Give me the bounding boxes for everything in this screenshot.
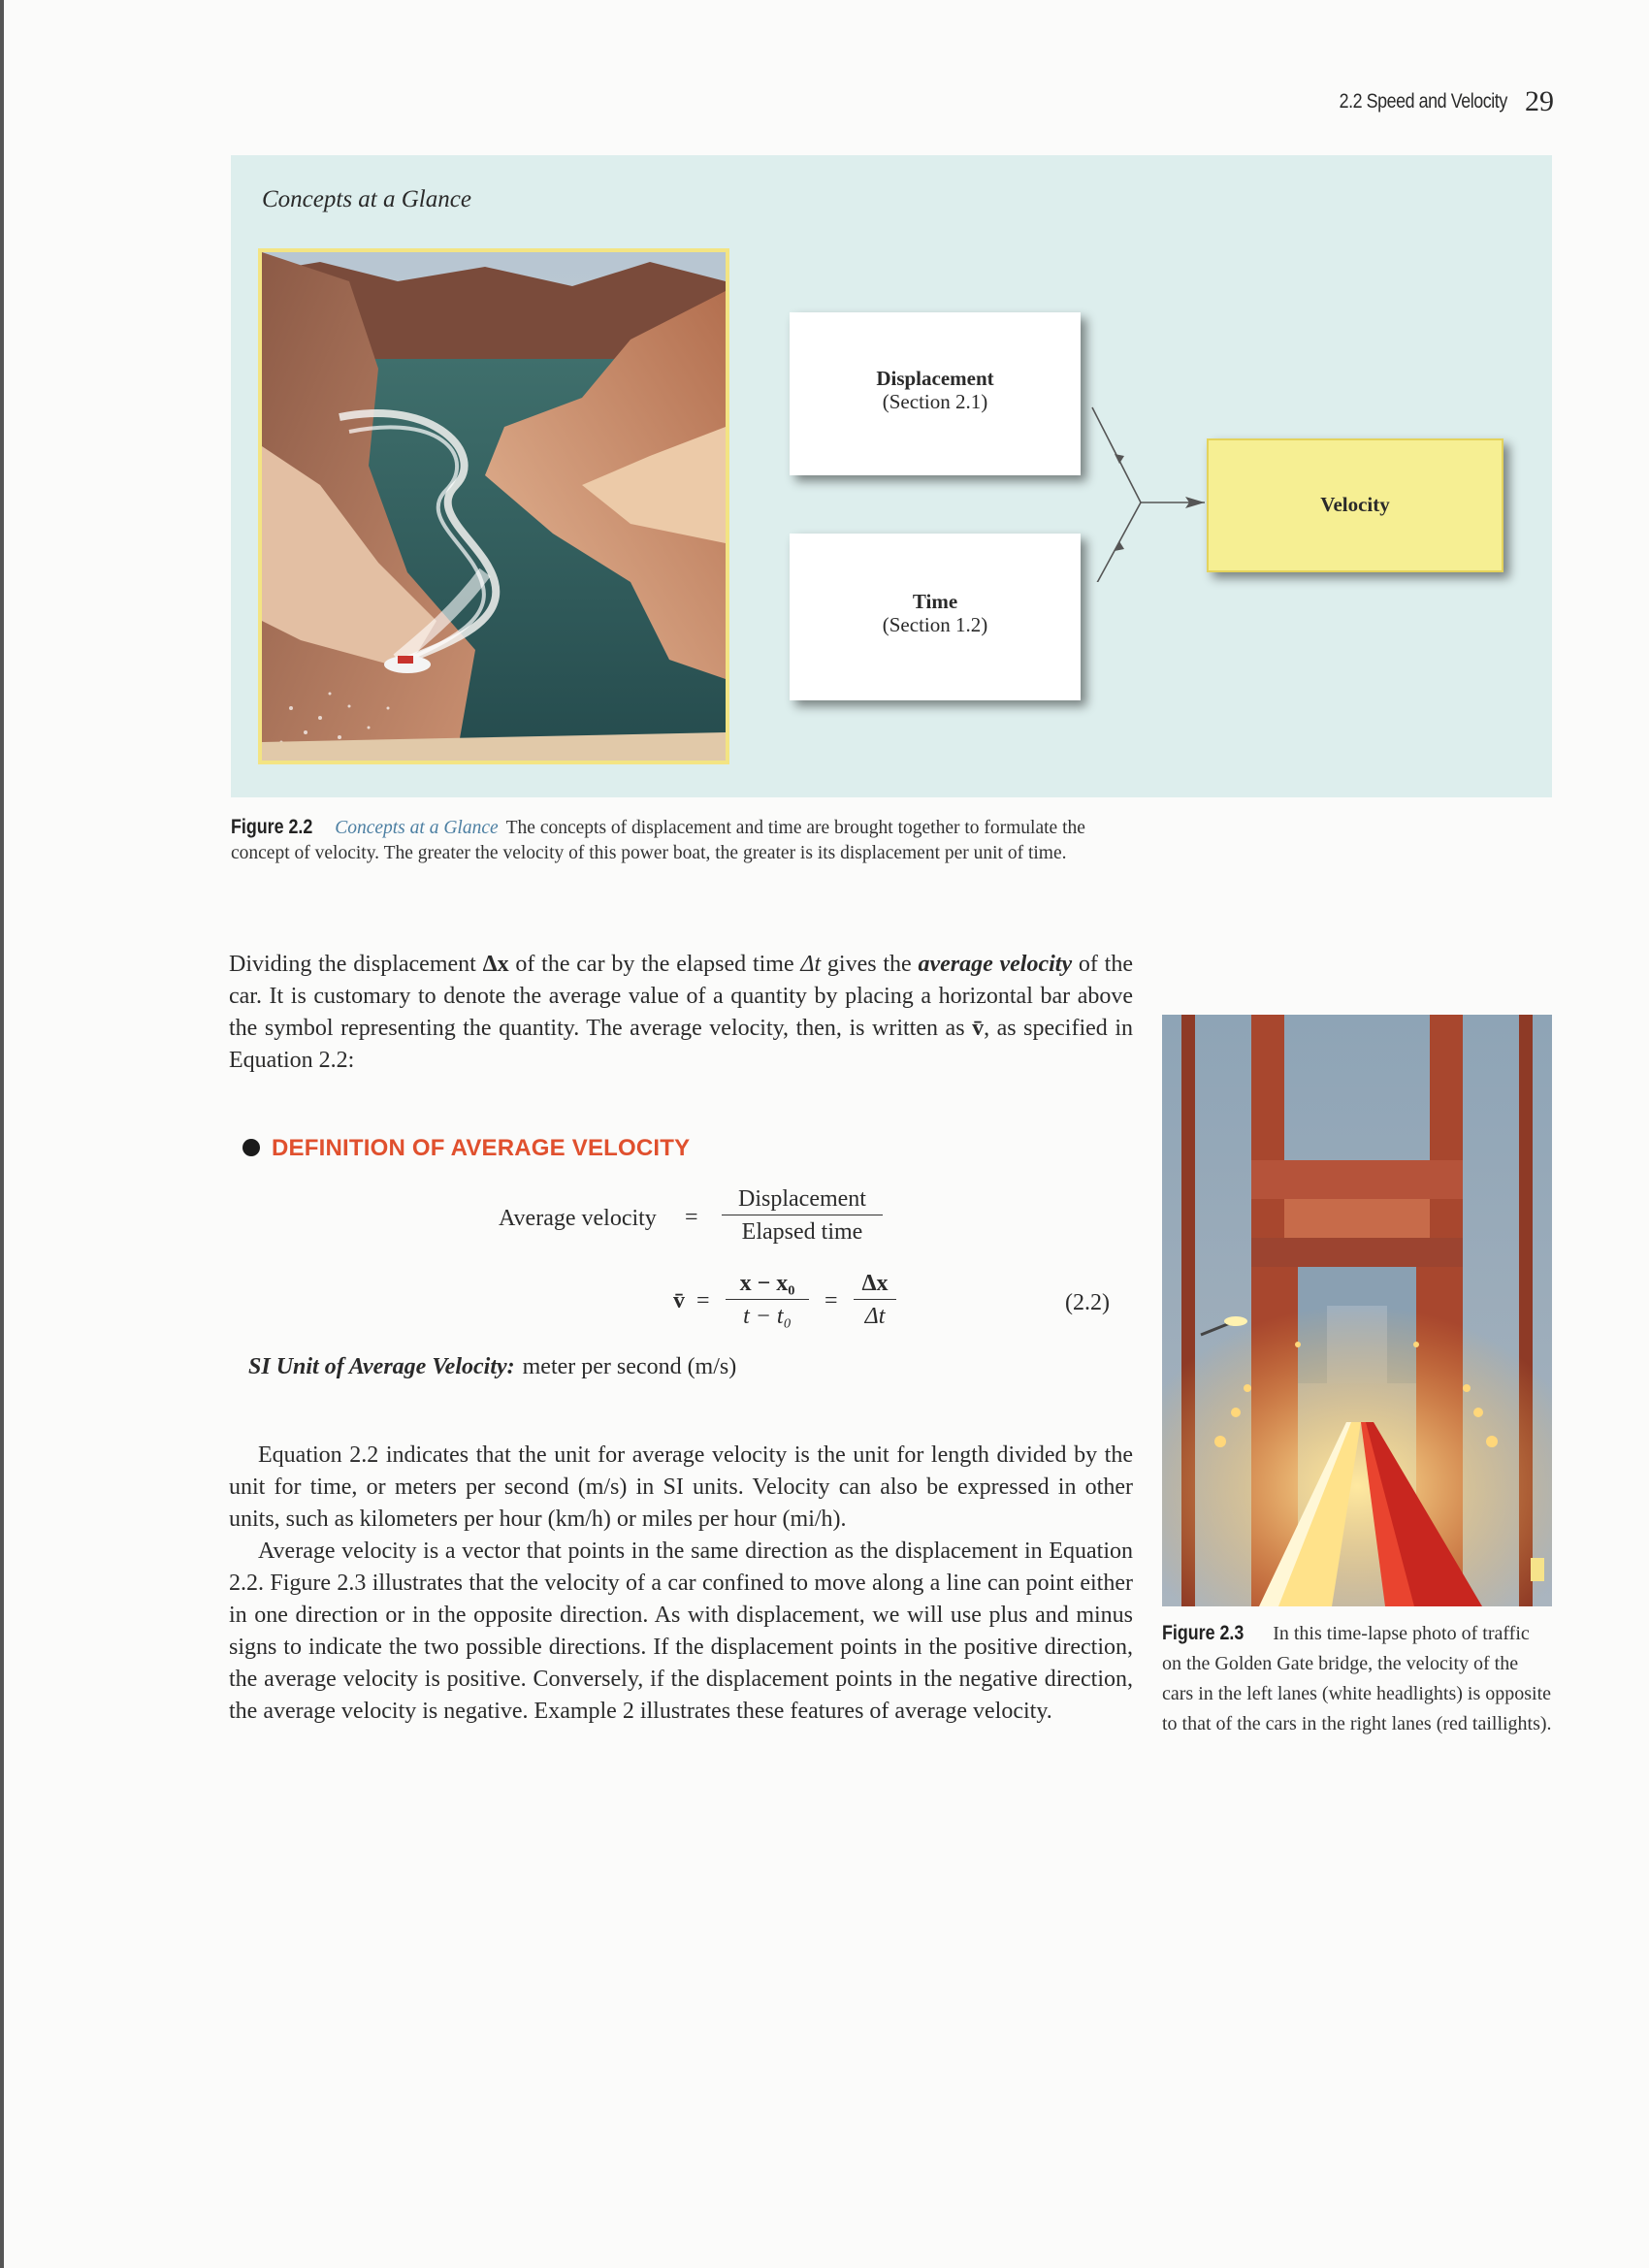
paragraph-unit-of-velocity: Equation 2.2 indicates that the unit for average velocity is the unit for length divided by the unit for time, or meters per second (m/s) in SI units. Velocity can also be expressed in other units, such as kilometers per hour (km/h) or miles per hour (mi/h). xyxy=(229,1442,1133,1532)
displacement-numerator: Displacement xyxy=(722,1186,883,1215)
t-minus-t0-denominator: t − t₀ xyxy=(743,1304,792,1329)
running-head xyxy=(1310,85,1554,118)
elapsed-time-denominator: Elapsed time xyxy=(741,1219,863,1245)
average-velocity-term: average velocity xyxy=(918,952,1073,977)
time-concept-box xyxy=(790,534,1081,700)
delta-fraction xyxy=(854,1271,896,1330)
figure-2-3-text: In this time-lapse photo of traffic on the Golden Gate bridge, the velocity of the cars in the left lanes (white headlights) is opposite to that of the cars in the right lanes (red taillights). xyxy=(1162,1623,1552,1734)
golden-gate-bridge-photo xyxy=(1162,1015,1552,1606)
page-number: 29 xyxy=(1525,85,1554,117)
intro-text-4: of the car. It is customary to denote the average value of a quantity by placing a horizontal bar above the symbol representing the quantity. The average velocity, then, is written as xyxy=(229,952,1133,1041)
page-binding-edge xyxy=(0,0,4,2268)
intro-text-5: , as specified in Equation 2.2: xyxy=(229,1016,1133,1073)
arrow-from-time xyxy=(1092,502,1141,582)
power-boat-canyon-photo xyxy=(258,248,729,764)
intro-text-3: gives the xyxy=(821,952,919,977)
x-minus-x0-numerator: x − x₀ xyxy=(726,1271,809,1300)
concept-arrows xyxy=(1083,388,1211,582)
equals-sign-1: = xyxy=(685,1205,698,1230)
delta-x-numerator: Δx xyxy=(854,1271,896,1300)
delta-x-symbol: Δx xyxy=(482,952,509,977)
equals-sign-3: = xyxy=(824,1288,838,1313)
intro-paragraph xyxy=(229,949,1133,1077)
displacement-concept-box xyxy=(790,312,1081,475)
section-title: 2.2 Speed and Velocity xyxy=(1339,90,1507,113)
displacement-box-section: (Section 2.1) xyxy=(882,390,988,413)
time-box-label: Time xyxy=(912,590,958,613)
paragraph-vector-direction: Average velocity is a vector that points in the same direction as the displacement in Equation 2.2. Figure 2.3 illustrates that the velocity of a car confined to move along a line can point either in one direction or in the opposite direction. As with displacement, we will use plus and minus signs to indicate the two possible directions. If the displacement points in the positive direction, the average velocity is positive. Conversely, if the displacement points in the negative direction, the average velocity is negative. Example 2 illustrates these features of average velocity. xyxy=(229,1539,1133,1724)
si-unit-value: meter per second (m/s) xyxy=(522,1354,737,1379)
boat-photo-illustration xyxy=(262,252,726,761)
figure-2-2-label: Figure 2.2 xyxy=(231,816,313,838)
equation-number: (2.2) xyxy=(1065,1290,1110,1315)
figure-2-2-text: The concepts of displacement and time are brought together to formulate the concept of velocity. The greater the velocity of this power boat, the greater is its displacement per unit of time. xyxy=(231,818,1085,863)
v-bar-symbol: v̄ xyxy=(972,1016,985,1041)
velocity-box-label: Velocity xyxy=(1320,493,1390,516)
concepts-panel-title: Concepts at a Glance xyxy=(262,186,471,212)
delta-t-symbol: Δt xyxy=(800,952,822,977)
word-fraction xyxy=(722,1186,883,1246)
delta-t-denominator: Δt xyxy=(864,1304,886,1329)
velocity-concept-box xyxy=(1207,438,1504,572)
time-box-section: (Section 1.2) xyxy=(882,613,988,636)
bridge-photo-illustration xyxy=(1162,1015,1552,1606)
figure-2-3-label: Figure 2.3 xyxy=(1162,1622,1245,1644)
figure-2-2-caption xyxy=(231,815,1104,866)
main-text xyxy=(229,1440,1133,1728)
bullet-icon xyxy=(242,1139,260,1156)
average-velocity-words: Average velocity xyxy=(499,1206,657,1231)
equals-sign-2: = xyxy=(696,1288,710,1313)
si-unit-label: SI Unit of Average Velocity: xyxy=(248,1354,515,1379)
v-bar-lhs: v̄ xyxy=(673,1288,685,1313)
intro-text-1: Dividing the displacement xyxy=(229,952,483,977)
figure-2-3-caption xyxy=(1162,1618,1552,1739)
definition-heading xyxy=(242,1135,690,1162)
intro-text-2: of the car by the elapsed time xyxy=(508,952,801,977)
definition-heading-text: DEFINITION OF AVERAGE VELOCITY xyxy=(272,1135,691,1161)
si-unit-line xyxy=(248,1354,736,1380)
symbol-fraction xyxy=(726,1271,809,1330)
displacement-box-label: Displacement xyxy=(876,367,994,390)
figure-2-2-italic: Concepts at a Glance xyxy=(335,818,499,838)
